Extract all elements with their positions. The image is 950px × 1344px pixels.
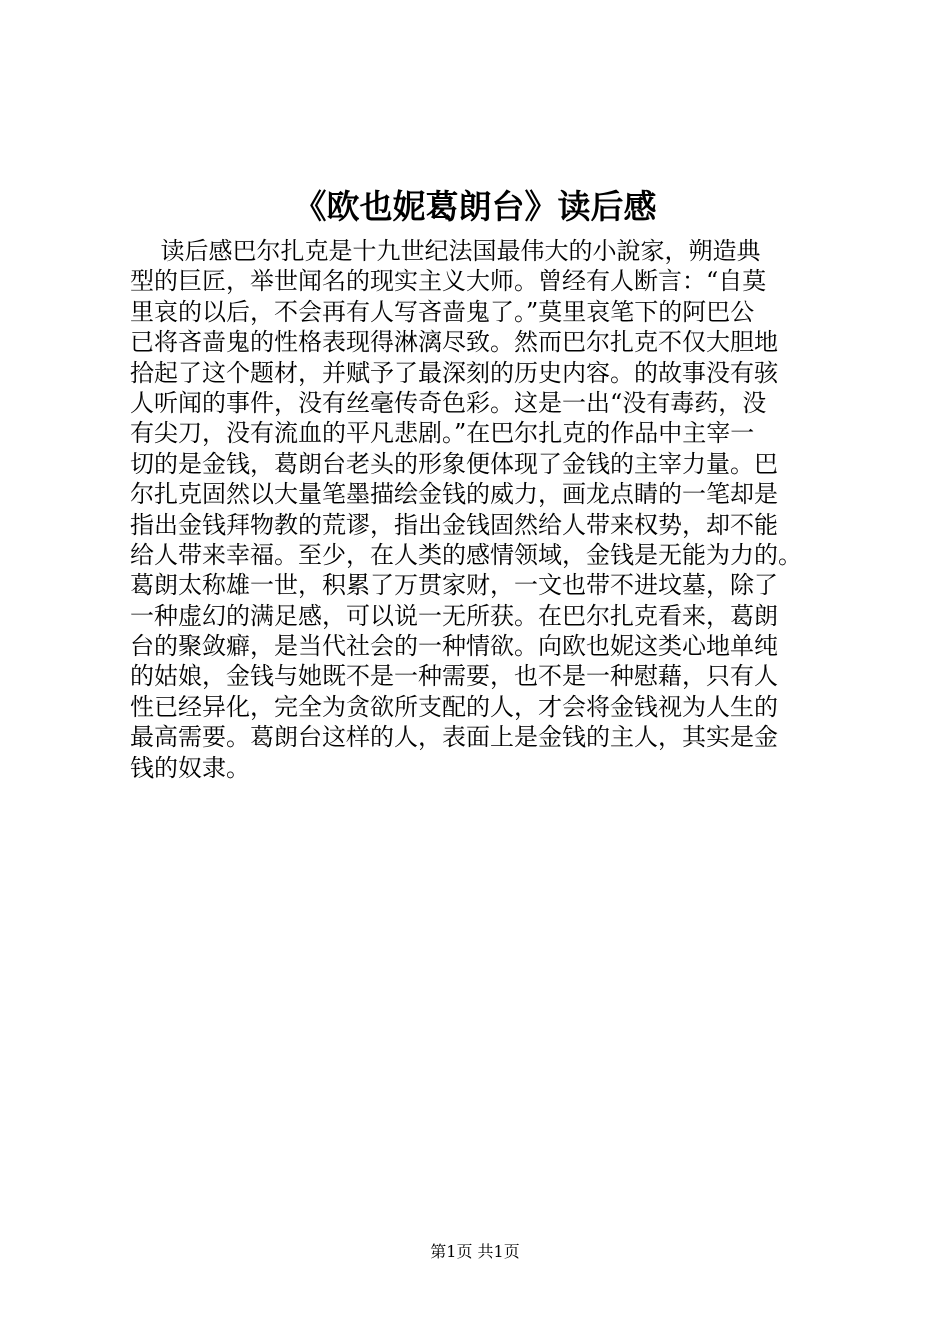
page-footer: 第1页 共1页	[430, 1242, 520, 1261]
body-text	[130, 236, 830, 783]
text-line: 一种虚幻的满足感，可以说一无所获。在巴尔扎克看来，葛朗	[130, 601, 778, 630]
text-line: 人听闻的事件，没有丝毫传奇色彩。这是一出“没有毒药，没	[130, 388, 767, 417]
text-line: 有尖刀，没有流血的平凡悲剧。”在巴尔扎克的作品中主宰一	[130, 419, 755, 448]
text-line: 葛朗太称雄一世，积累了万贯家财，一文也带不进坟墓，除了	[130, 571, 778, 600]
text-line: 钱的奴隶。	[130, 753, 250, 782]
text-line: 型的巨匠，举世闻名的现实主义大师。曾经有人断言：“自莫	[130, 267, 767, 296]
text-line: 切的是金钱，葛朗台老头的形象便体现了金钱的主宰力量。巴	[130, 449, 778, 478]
page-title: 《欧也妮葛朗台》读后感	[293, 187, 657, 226]
text-line: 给人带来幸福。至少，在人类的感情领域，金钱是无能为力的。	[130, 540, 802, 569]
text-line: 台的聚敛癖，是当代社会的一种情欲。向欧也妮这类心地单纯	[130, 632, 778, 661]
text-line: 拾起了这个题材，并赋予了最深刻的历史内容。的故事没有骇	[130, 358, 778, 387]
text-line: 已将吝啬鬼的性格表现得淋漓尽致。然而巴尔扎克不仅大胆地	[130, 328, 778, 357]
text-line: 读后感巴尔扎克是十九世纪法国最伟大的小說家，朔造典	[130, 237, 761, 265]
text-line: 里哀的以后，不会再有人写吝啬鬼了。”莫里哀笔下的阿巴公	[130, 297, 755, 326]
text-line: 最高需要。葛朗台这样的人，表面上是金钱的主人，其实是金	[130, 723, 778, 752]
text-line: 尔扎克固然以大量笔墨描绘金钱的威力，画龙点睛的一笔却是	[130, 480, 778, 509]
text-line: 的姑娘，金钱与她既不是一种需要，也不是一种慰藉，只有人	[130, 662, 778, 691]
text-line: 性已经异化，完全为贪欲所支配的人，才会将金钱视为人生的	[130, 692, 778, 721]
text-line: 指出金钱拜物教的荒谬，指出金钱固然给人带来权势，却不能	[130, 510, 778, 539]
